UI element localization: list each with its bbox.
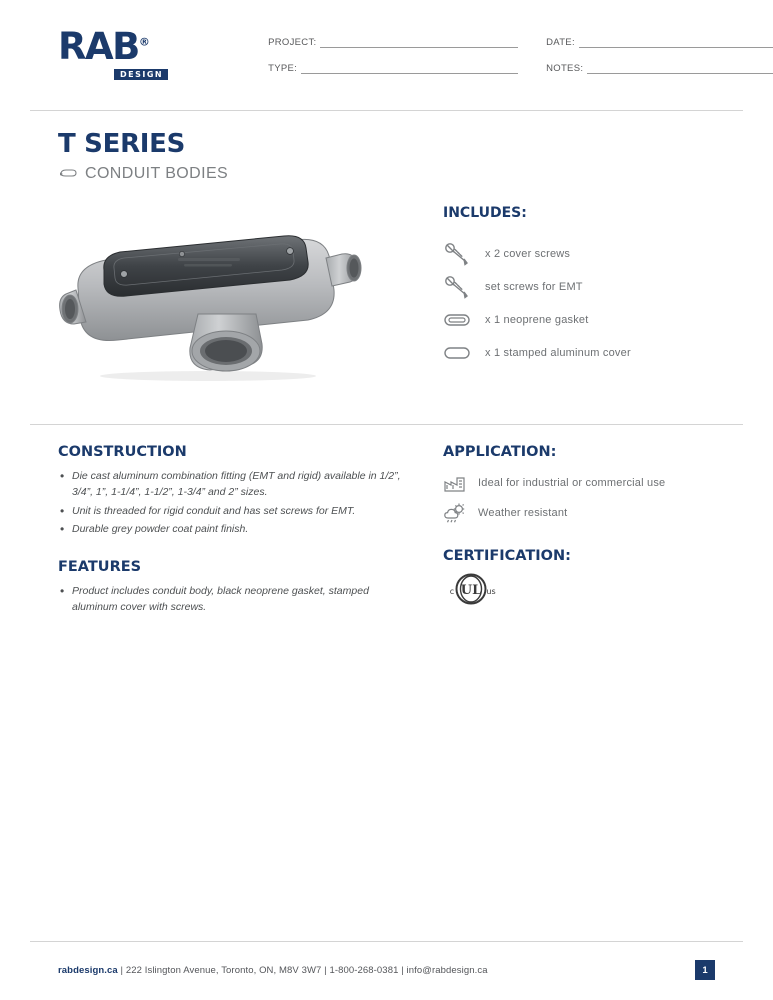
svg-text:UL: UL [460,583,482,598]
field-type[interactable] [268,63,518,74]
footer-address: 222 Islington Avenue, Toronto, ON, M8V 3W7 [125,964,322,976]
application-item [443,468,743,498]
gasket-icon [443,308,473,332]
ul-listed-icon [443,572,743,611]
page-header [0,24,773,94]
factory-icon [443,472,467,494]
footer-website[interactable]: rabdesign.ca [58,964,118,976]
registered-mark: ® [138,35,150,49]
list-item: • Die cast aluminum combination fitting (EMT and rigid) available in 1/2”, 3/4”, 1”, 1-1/4”, 1-1/2”, 1-3/4” and 2” sizes. [58,468,408,501]
screw-icon [443,242,473,266]
list-item: • Unit is threaded for rigid conduit and has set screws for EMT. [58,503,408,519]
construction-features-column [58,444,408,618]
spacer [58,539,408,559]
footer-sep-3: | [398,964,407,976]
includes-item [443,270,723,303]
includes-item [443,336,723,369]
features-list [58,583,408,616]
brand-logo [58,24,168,82]
field-date-line[interactable] [579,37,773,48]
field-date-label: DATE: [546,37,575,48]
includes-item [443,237,723,270]
screw-icon [443,275,473,299]
features-heading: FEATURES [58,559,142,576]
includes-heading: INCLUDES: [443,205,527,221]
header-fields-left [268,37,518,74]
weather-icon [443,502,467,524]
field-type-line[interactable] [301,63,518,74]
divider-top [30,110,743,111]
brand-name: RAB [58,25,139,68]
field-notes-line[interactable] [587,63,773,74]
application-certification-column [443,444,743,611]
page-footer [58,960,715,980]
brand-tagline: DESIGN [114,69,168,80]
field-notes[interactable] [546,63,773,74]
header-fields-right [546,37,773,74]
field-notes-label: NOTES: [546,63,584,74]
divider-footer [30,941,743,942]
page-subtitle: CONDUIT BODIES [85,164,229,182]
includes-item-text: x 1 neoprene gasket [485,313,589,326]
application-item [443,498,743,528]
list-item: • Durable grey powder coat paint finish. [58,521,408,537]
application-item-text: Ideal for industrial or commercial use [478,477,666,489]
field-project-label: PROJECT: [268,37,317,48]
divider-middle [30,424,743,425]
certification-heading: CERTIFICATION: [443,548,571,564]
svg-text:us: us [486,587,496,596]
construction-heading: CONSTRUCTION [58,444,187,460]
page-title: T SERIES [58,129,186,159]
application-heading: APPLICATION: [443,444,557,460]
construction-list [58,468,408,537]
field-project-line[interactable] [320,37,518,48]
footer-contact-line [58,965,685,976]
cover-icon [443,341,473,365]
includes-item-text: x 2 cover screws [485,247,571,260]
application-item-text: Weather resistant [478,507,568,519]
includes-item [443,303,723,336]
field-date[interactable] [546,37,773,48]
page-title-block [58,130,228,183]
product-image [58,218,368,383]
includes-section [443,205,723,369]
footer-sep-2: | [321,964,330,976]
page-number-badge: 1 [695,960,715,980]
page-subtitle-row [58,165,228,183]
list-item: • Product includes conduit body, black neoprene gasket, stamped aluminum cover with screws. [58,583,408,616]
svg-text:c: c [449,587,455,596]
includes-item-text: set screws for EMT [485,280,583,293]
field-type-label: TYPE: [268,63,298,74]
footer-sep-1: | [117,964,126,976]
footer-email[interactable]: info@rabdesign.ca [406,964,488,976]
field-project[interactable] [268,37,518,48]
brand-logo-text [58,25,150,68]
includes-item-text: x 1 stamped aluminum cover [485,346,631,359]
conduit-body-icon [58,167,78,181]
footer-phone[interactable]: 1-800-268-0381 [329,964,399,976]
header-form-fields [168,24,773,74]
